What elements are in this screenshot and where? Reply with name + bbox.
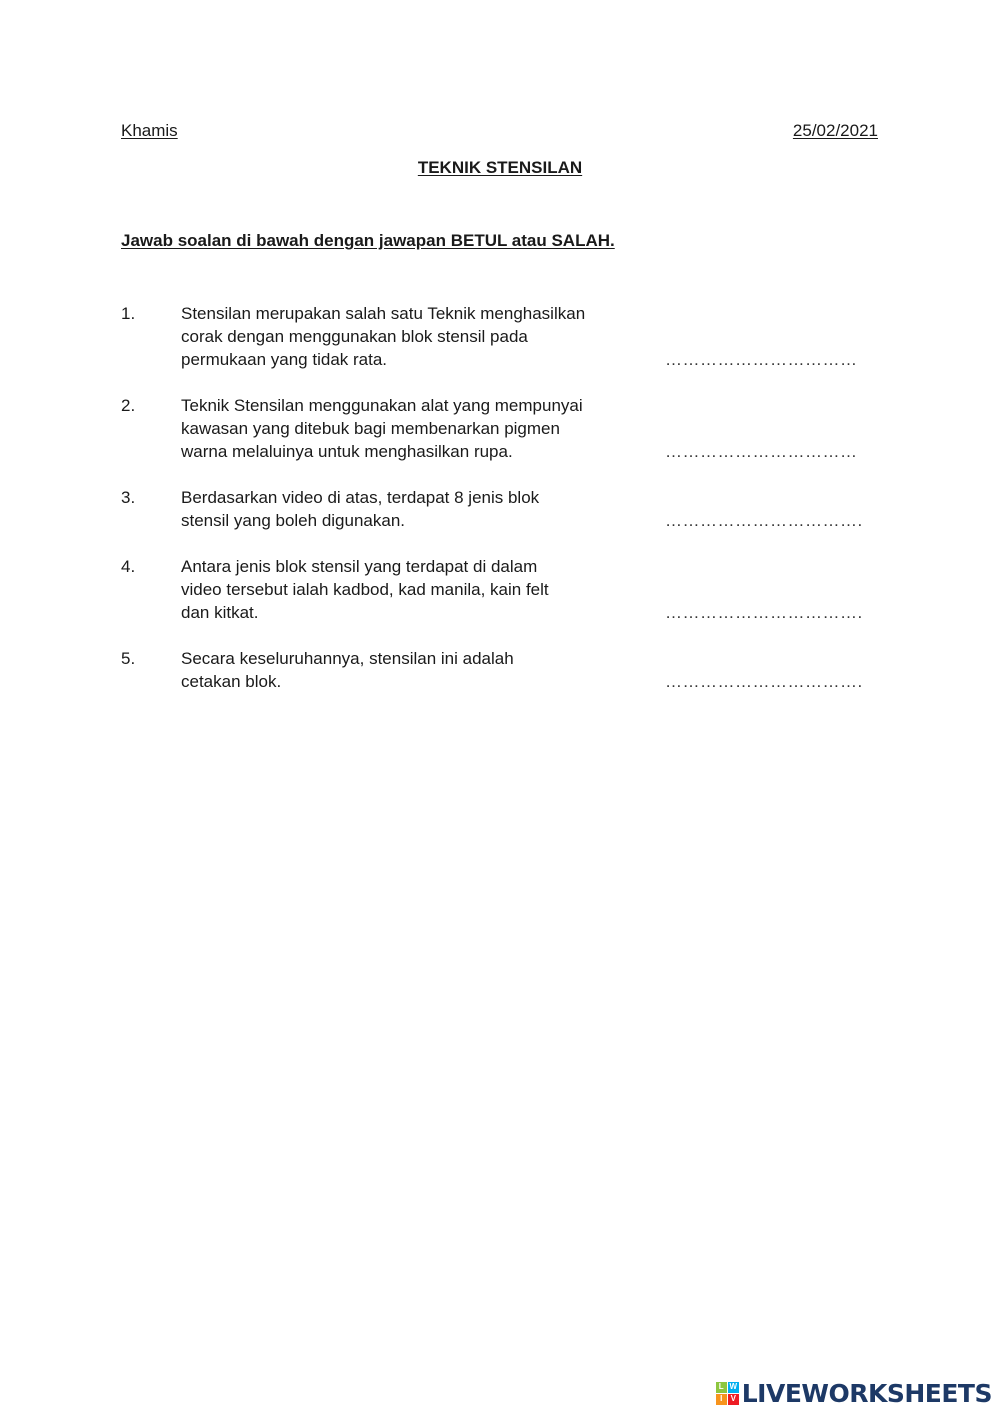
- question-text: [181, 394, 641, 463]
- date-label: 25/02/2021: [792, 121, 878, 140]
- logo-cell: I: [716, 1394, 727, 1405]
- question-4: [121, 555, 881, 624]
- logo-cell: L: [716, 1382, 727, 1393]
- brand-name: LIVEWORKSHEETS: [741, 1378, 992, 1408]
- question-number: 5.: [121, 649, 136, 668]
- question-number: 4.: [121, 557, 136, 576]
- day-label: Khamis: [121, 121, 178, 140]
- question-5: [121, 647, 881, 693]
- answer-blank-4[interactable]: …………………………….: [665, 603, 863, 622]
- question-line: video tersebut ialah kadbod, kad manila, kain felt: [181, 580, 549, 599]
- answer-blank-2[interactable]: ……………………………: [665, 442, 858, 461]
- answer-blank-5[interactable]: …………………………….: [665, 672, 863, 691]
- question-line: Stensilan merupakan salah satu Teknik menghasilkan: [181, 304, 586, 323]
- instruction-text: Jawab soalan di bawah dengan jawapan BETUL atau SALAH.: [121, 231, 615, 250]
- answer-blank-1[interactable]: ……………………………: [665, 350, 858, 369]
- logo-cell: V: [728, 1394, 739, 1405]
- question-line: Berdasarkan video di atas, terdapat 8 jenis blok: [181, 488, 540, 507]
- liveworksheets-branding: [716, 1378, 992, 1408]
- answer-blank-3[interactable]: …………………………….: [665, 511, 863, 530]
- question-number: 3.: [121, 488, 136, 507]
- worksheet-title: TEKNIK STENSILAN: [417, 158, 583, 177]
- question-line: stensil yang boleh digunakan.: [181, 511, 405, 530]
- question-text: [181, 486, 641, 532]
- question-2: [121, 394, 881, 463]
- question-line: permukaan yang tidak rata.: [181, 350, 388, 369]
- question-line: Teknik Stensilan menggunakan alat yang mempunyai: [181, 396, 583, 415]
- question-line: Antara jenis blok stensil yang terdapat di dalam: [181, 557, 538, 576]
- question-line: corak dengan menggunakan blok stensil pada: [181, 327, 528, 346]
- question-line: cetakan blok.: [181, 672, 282, 691]
- question-text: [181, 555, 641, 624]
- question-line: dan kitkat.: [181, 603, 259, 622]
- question-3: [121, 486, 881, 532]
- question-number: 1.: [121, 304, 136, 323]
- question-number: 2.: [121, 396, 136, 415]
- question-line: warna melaluinya untuk menghasilkan rupa.: [181, 442, 513, 461]
- question-line: Secara keseluruhannya, stensilan ini adalah: [181, 649, 514, 668]
- question-text: [181, 647, 641, 693]
- question-text: [181, 302, 641, 371]
- question-line: kawasan yang ditebuk bagi membenarkan pigmen: [181, 419, 560, 438]
- question-1: [121, 302, 881, 371]
- logo-cell: W: [729, 1382, 738, 1391]
- liveworksheets-logo-icon: [716, 1382, 739, 1405]
